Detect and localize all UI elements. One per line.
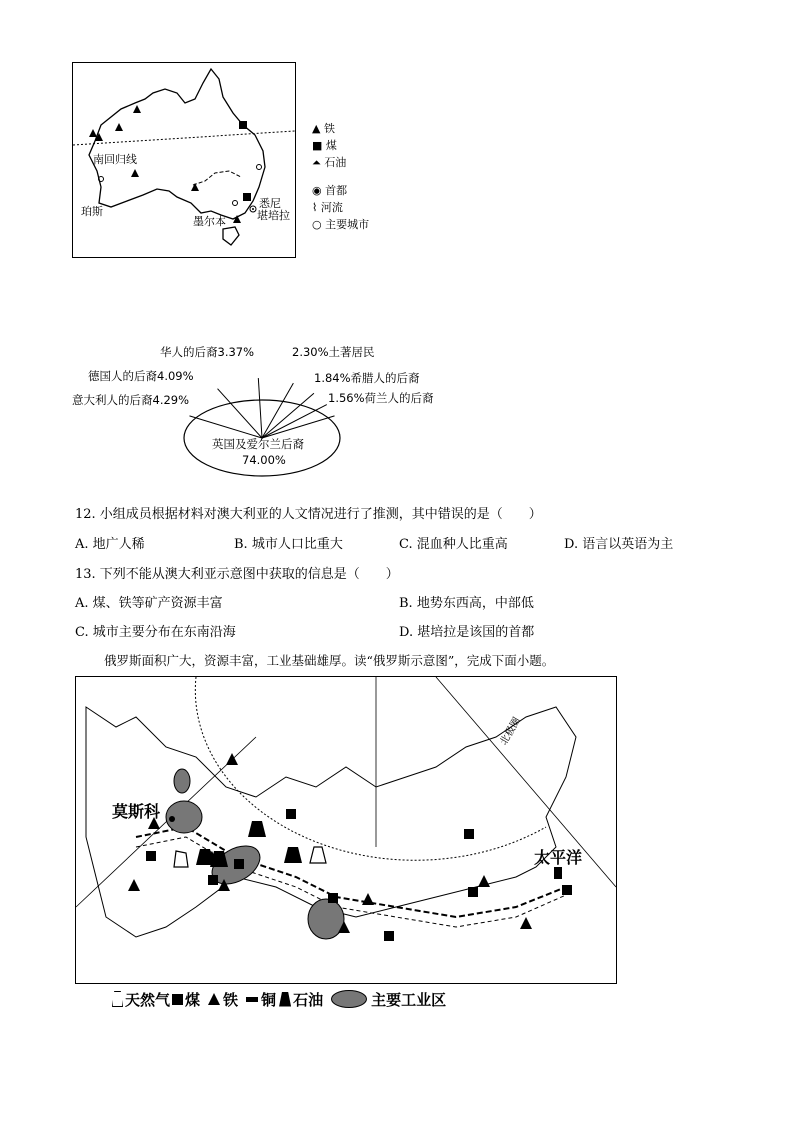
- legend-gas-label: 天然气: [125, 990, 171, 1009]
- q13-option-c[interactable]: C. 城市主要分布在东南沿海: [75, 625, 236, 640]
- legend-industry-icon: [331, 990, 367, 1008]
- label-tropic: 南回归线: [93, 153, 137, 166]
- legend-oil-label: 石油: [293, 990, 324, 1009]
- tropic-line: [73, 131, 295, 145]
- pie-slice-lines: [189, 378, 334, 438]
- pie-slice-boundary: [258, 378, 262, 438]
- legend-copper-label: 铜: [261, 990, 277, 1009]
- q12-option-a[interactable]: A. 地广人稀: [75, 537, 145, 552]
- label-melbourne: 墨尔本: [193, 215, 226, 228]
- legend-oil-icon: [279, 992, 291, 1007]
- q13-stem: 13. 下列不能从澳大利亚示意图中获取的信息是（ ）: [75, 567, 399, 582]
- russia-map-graphic: [76, 677, 616, 983]
- label-pacific: 太平洋: [534, 848, 583, 867]
- pie-label-greek: 1.84%希腊人的后裔: [314, 371, 420, 385]
- legend-river: ⌇ 河流: [312, 201, 343, 214]
- q12-stem: 12. 小组成员根据材料对澳大利亚的人文情况进行了推测，其中错误的是（ ）: [75, 507, 542, 522]
- ancestry-pie-chart: [60, 338, 460, 478]
- legend-city: ○ 主要城市: [312, 218, 370, 231]
- pie-label-main: 英国及爱尔兰后裔: [212, 437, 304, 451]
- label-canberra: 堪培拉: [257, 209, 290, 222]
- q12-option-b[interactable]: B. 城市人口比重大: [234, 537, 343, 552]
- label-moscow: 莫斯科: [112, 802, 161, 821]
- legend-coal-label: 煤: [185, 990, 201, 1009]
- legend-iron-label: 铁: [223, 990, 239, 1009]
- pie-slice-boundary: [189, 416, 262, 438]
- legend-coal: ■ 煤: [312, 139, 337, 152]
- legend-copper-icon: [246, 997, 258, 1002]
- q13-option-a[interactable]: A. 煤、铁等矿产资源丰富: [75, 596, 223, 611]
- q12-option-d[interactable]: D. 语言以英语为主: [564, 537, 674, 552]
- industrial-area-volga: [174, 769, 190, 793]
- australia-map: [72, 62, 296, 258]
- legend-industry-label: 主要工业区: [371, 990, 447, 1009]
- pie-slice-boundary: [218, 389, 262, 438]
- label-perth: 珀斯: [81, 205, 103, 218]
- q12-option-c[interactable]: C. 混血种人比重高: [399, 537, 508, 552]
- australia-outline: [89, 69, 265, 219]
- legend-coal-icon: [172, 994, 183, 1005]
- russia-map: [75, 676, 617, 984]
- legend-iron: ▲ 铁: [312, 122, 335, 135]
- pie-label-italian: 意大利人的后裔4.29%: [72, 393, 190, 407]
- tasmania: [223, 227, 239, 245]
- pie-label-dutch: 1.56%荷兰人的后裔: [328, 391, 434, 405]
- legend-capital: ◉ 首都: [312, 184, 348, 197]
- legend-gas-icon: [112, 991, 123, 1007]
- arctic-circle-line: [195, 677, 546, 860]
- pie-label-aboriginal: 2.30%土著居民: [292, 345, 375, 359]
- label-arctic-circle: 北极圈: [498, 715, 523, 748]
- legend-iron-icon: [208, 993, 220, 1005]
- pie-label-chinese: 华人的后裔3.37%: [160, 345, 255, 359]
- russia-legend: [112, 988, 446, 1010]
- pie-label-german: 德国人的后裔4.09%: [88, 369, 194, 383]
- pie-label-main-value: 74.00%: [242, 453, 286, 467]
- russia-intro: 俄罗斯面积广大，资源丰富，工业基础雄厚。读“俄罗斯示意图”，完成下面小题。: [104, 653, 555, 668]
- label-sydney: 悉尼: [259, 197, 281, 210]
- q13-option-b[interactable]: B. 地势东西高，中部低: [399, 596, 534, 611]
- australia-legend: [312, 120, 369, 233]
- river-line: [193, 171, 241, 185]
- legend-oil: ⏶ 石油: [312, 156, 347, 169]
- q13-option-d[interactable]: D. 堪培拉是该国的首都: [399, 625, 535, 640]
